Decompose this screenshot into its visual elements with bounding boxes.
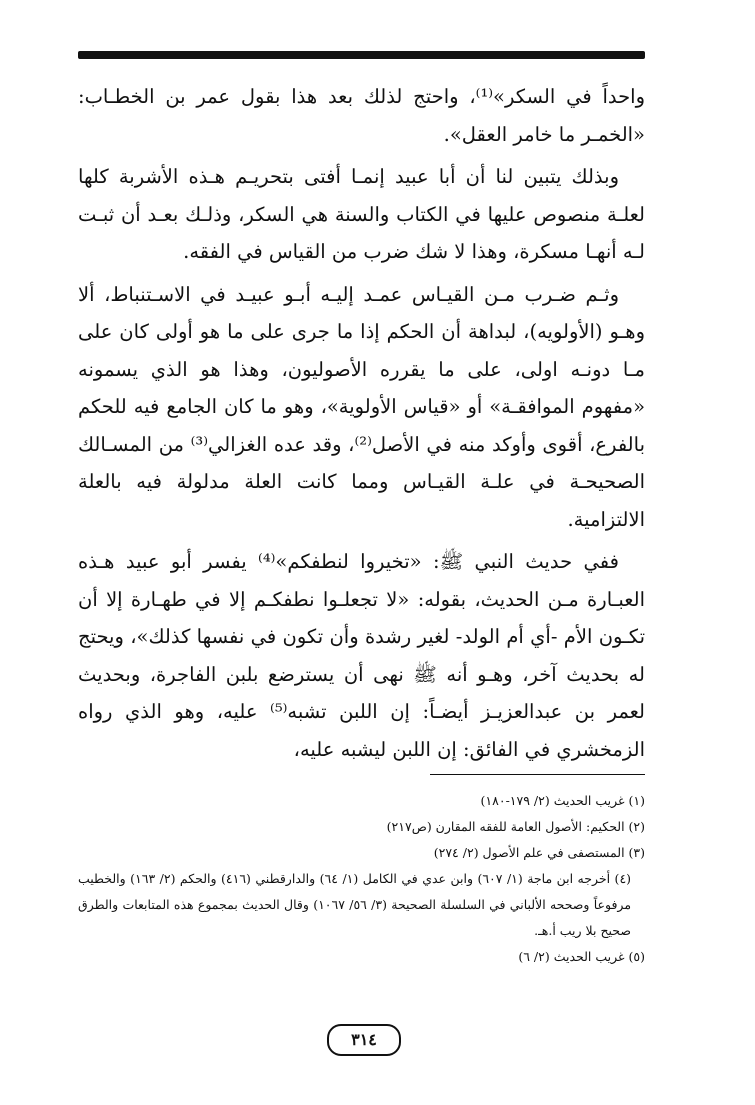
paragraph: وثـم ضـرب مـن القيـاس عمـد إليـه أبـو عبيـد في الاسـتنباط، ألا وهـو (الأولويه)، لبداهة أن الحكم إذا ما جرى على ما هو أولى كان على مـا دونـه اولى، على ما يقرره الأصوليون، وهذا هو الذي يسمونه «مفهوم الموافقـة» أو «قياس الأولوية»، وهو ما كان الجامع فيه للحكم بالفرع، أقوى وأوكد منه في الأصل⁽²⁾، وقد عده الغزالي⁽³⁾ من المسـالك الصحيحـة في علـة القيـاس ومما كانت العلة مدلولة فيه بالعلة الالتزامية. [78, 282, 645, 531]
footnote: (١) غريب الحديث (٢/ ١٧٩-١٨٠) [480, 793, 645, 808]
footnote: (٢) الحكيم: الأصول العامة للفقه المقارن (ص٢١٧) [386, 819, 645, 834]
main-text [78, 78, 645, 773]
footnote: (٥) غريب الحديث (٢/ ٦) [518, 949, 645, 964]
footnote: (٣) المستصفى في علم الأصول (٢/ ٢٧٤) [433, 845, 645, 860]
paragraph: وبذلك يتبين لنا أن أبا عبيد إنمـا أفتى بتحريـم هـذه الأشربة كلها لعلـة منصوص عليها في الكتاب والسنة هي السكر، وذلـك بعـد أن ثبـت لـه أنهـا مسكرة، وهذا لا شك ضرب من القياس في الفقه. [78, 165, 645, 263]
paragraph: ففي حديث النبي ﷺ: «تخيروا لنطفكم»⁽⁴⁾ يفسر أبو عبيد هـذه العبـارة مـن الحديث، بقوله: «لا تجعلـوا نطفكـم إلا في طهـارة إلا أن تكـون الأم -أي أم الولد- لغير رشدة وأن تكون في نفسها كذلك»، ويحتج له بحديث آخر، وهـو أنه ﷺ نهى أن يسترضع بلبن الفاجرة، وبحديث لعمر بن عبدالعزيـز أيضـاً: إن اللبن تشبه⁽⁵⁾ عليه، وهو الذي رواه الزمخشري في الفائق: إن اللبن ليشبه عليه، [78, 550, 645, 761]
header-rule [78, 51, 645, 59]
footnotes [78, 788, 645, 970]
paragraph: واحداً في السكر»⁽¹⁾، واحتج لذلك بعد هذا بقول عمر بن الخطـاب: «الخمـر ما خامر العقل». [78, 85, 645, 146]
page-number: ٣١٤ [327, 1024, 401, 1056]
footnote-separator [430, 774, 645, 775]
footnote: (٤) أخرجه ابن ماجة (١/ ٦٠٧) وابن عدي في الكامل (١/ ٦٤) والدارقطني (٤١٦) والحكم (٢/ ١٦٣) والخطيب مرفوعاً وصححه الألباني في السلسلة الصحيحة (٣/ ٥٦/ ١٠٦٧) وقال الحديث بمجموع هذه المتابعات والطرق صحيح بلا ريب أ.هـ. [78, 871, 632, 938]
